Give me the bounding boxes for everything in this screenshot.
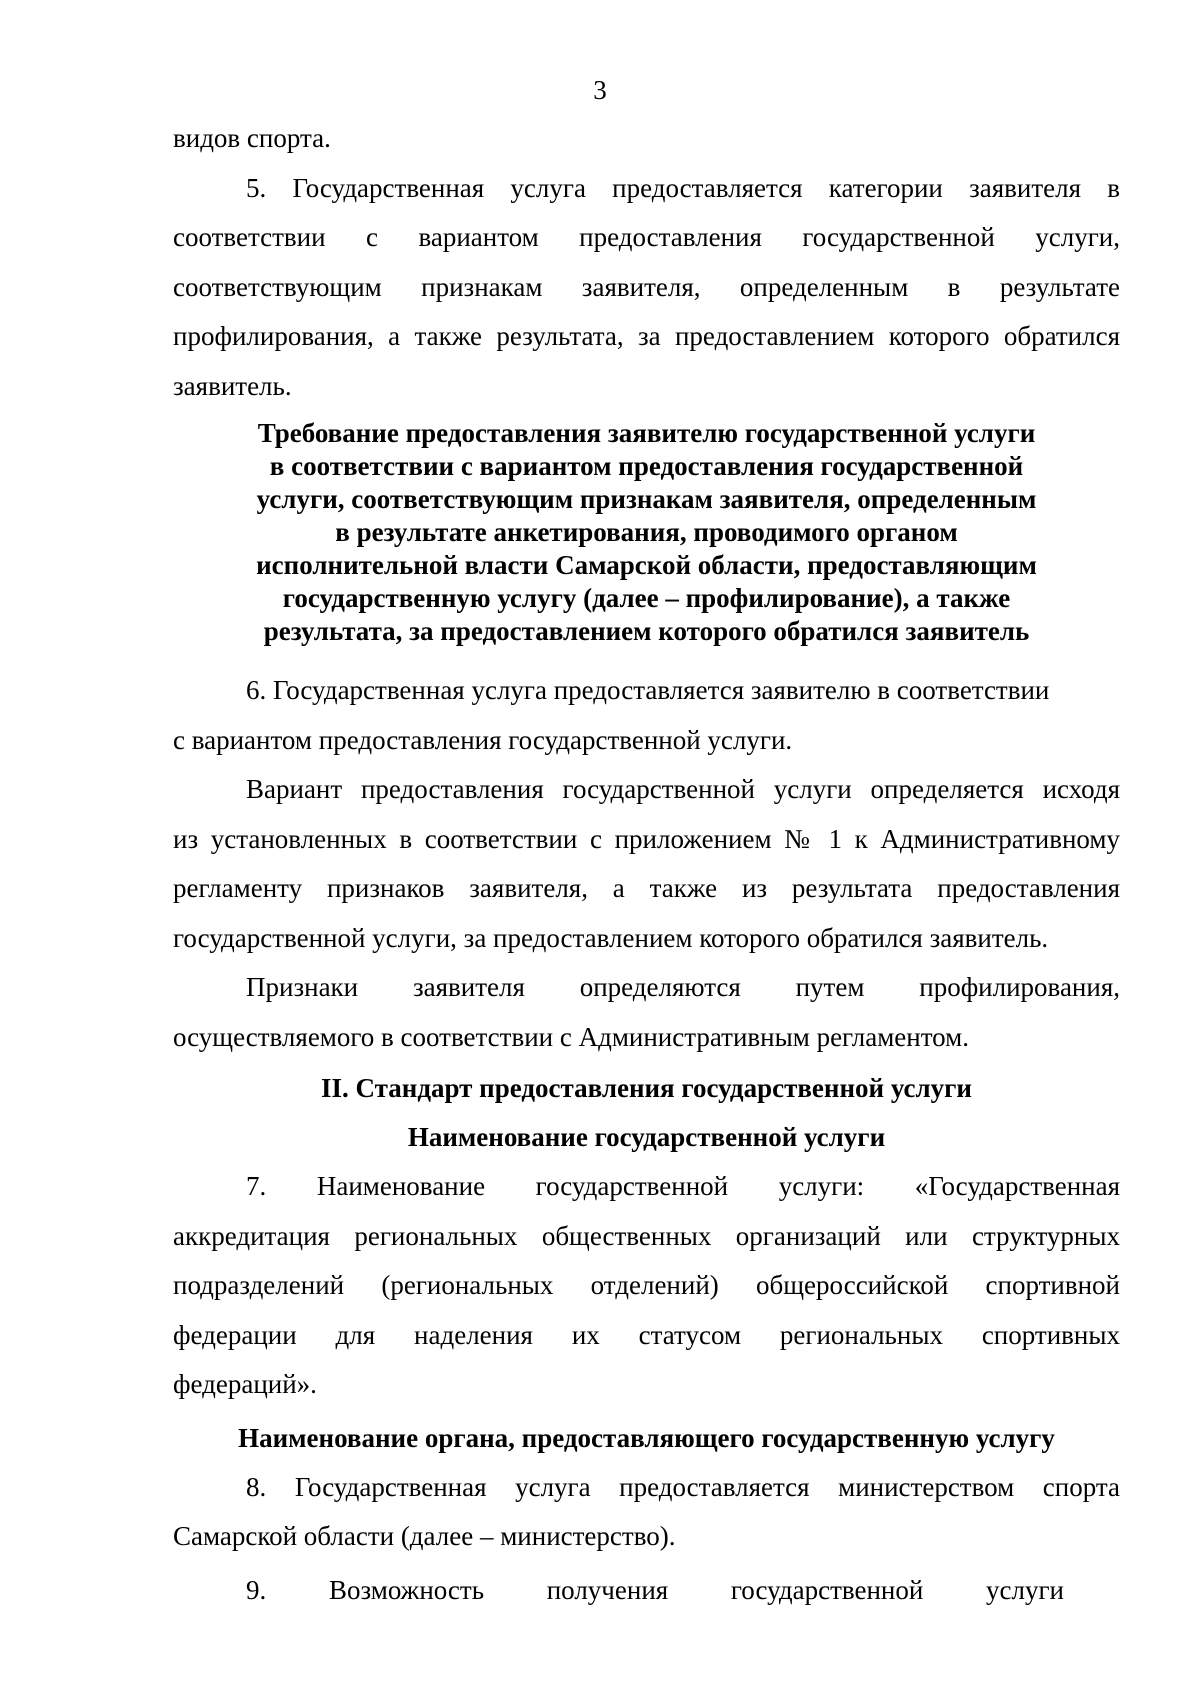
- text-line: регламенту признаков заявителя, а также из результата предоставления: [173, 873, 1120, 903]
- paragraph-continuation: [173, 114, 1120, 164]
- heading-line: Требование предоставления заявителю государственной услуги: [257, 418, 1036, 448]
- subsection-heading-authority: Наименование органа, предоставляющего государственную услугу: [238, 1422, 1055, 1453]
- text-line: 8. Государственная услуга предоставляется министерством спорта: [246, 1471, 1120, 1502]
- heading-line: в соответствии с вариантом предоставления государственной: [269, 451, 1024, 481]
- text-line: Признаки заявителя определяются путем профилирования,: [246, 972, 1120, 1002]
- heading-line: исполнительной власти Самарской области, предоставляющим: [256, 550, 1037, 580]
- text-line: соответствии с вариантом предоставления государственной услуги,: [173, 222, 1120, 252]
- text-line: соответствующим признакам заявителя, определенным в результате: [173, 271, 1120, 302]
- text-line: из установленных в соответствии с приложением № 1 к Административному: [173, 823, 1120, 854]
- text-line: государственной услуги, за предоставлением которого обратился заявитель.: [173, 922, 1049, 953]
- text-line: видов спорта.: [173, 123, 331, 153]
- paragraph-7: [173, 1162, 1120, 1410]
- heading-line: результата, за предоставлением которого обратился заявитель: [263, 616, 1030, 646]
- heading-line: государственную услугу (далее – профилирование), а также: [282, 583, 1011, 613]
- text-line: федерации для наделения их статусом региональных спортивных: [173, 1319, 1120, 1350]
- text-line: Вариант предоставления государственной услуги определяется исходя: [246, 774, 1120, 804]
- paragraph-8: [173, 1463, 1120, 1562]
- text-line: профилирования, а также результата, за предоставлением которого обратился: [173, 321, 1120, 351]
- text-line: с вариантом предоставления государственной услуги.: [173, 724, 793, 755]
- section-heading-requirement: [173, 417, 1120, 648]
- text-line: заявитель.: [173, 370, 292, 401]
- text-line: аккредитация региональных общественных организаций или структурных: [173, 1220, 1120, 1251]
- subsection-heading-service-name: Наименование государственной услуги: [407, 1122, 886, 1152]
- text-line: осуществляемого в соответствии с Административным регламентом.: [173, 1021, 969, 1052]
- heading-line: в результате анкетирования, проводимого органом: [335, 517, 958, 547]
- paragraph-9: [173, 1566, 1120, 1616]
- text-line: Самарской области (далее – министерство).: [173, 1521, 676, 1551]
- text-line: федераций».: [173, 1369, 317, 1399]
- text-line: 6. Государственная услуга предоставляется заявителю в соответствии: [246, 675, 1050, 705]
- paragraph-6: [173, 666, 1120, 765]
- page-number: 3: [593, 75, 607, 105]
- text-line: подразделений (региональных отделений) общероссийской спортивной: [173, 1270, 1120, 1300]
- heading-line: услуги, соответствующим признакам заявителя, определенным: [256, 484, 1037, 514]
- text-line: 7. Наименование государственной услуги: «Государственная: [246, 1171, 1120, 1201]
- paragraph-5: [173, 164, 1120, 412]
- document-body: [173, 114, 1120, 1615]
- section-heading-standard: II. Стандарт предоставления государственной услуги: [321, 1073, 972, 1103]
- paragraph-6-signs: [173, 963, 1120, 1062]
- text-line: 5. Государственная услуга предоставляется категории заявителя в: [246, 172, 1120, 203]
- text-line: 9. Возможность получения государственной услуги: [246, 1574, 1064, 1605]
- paragraph-6-variant: [173, 765, 1120, 963]
